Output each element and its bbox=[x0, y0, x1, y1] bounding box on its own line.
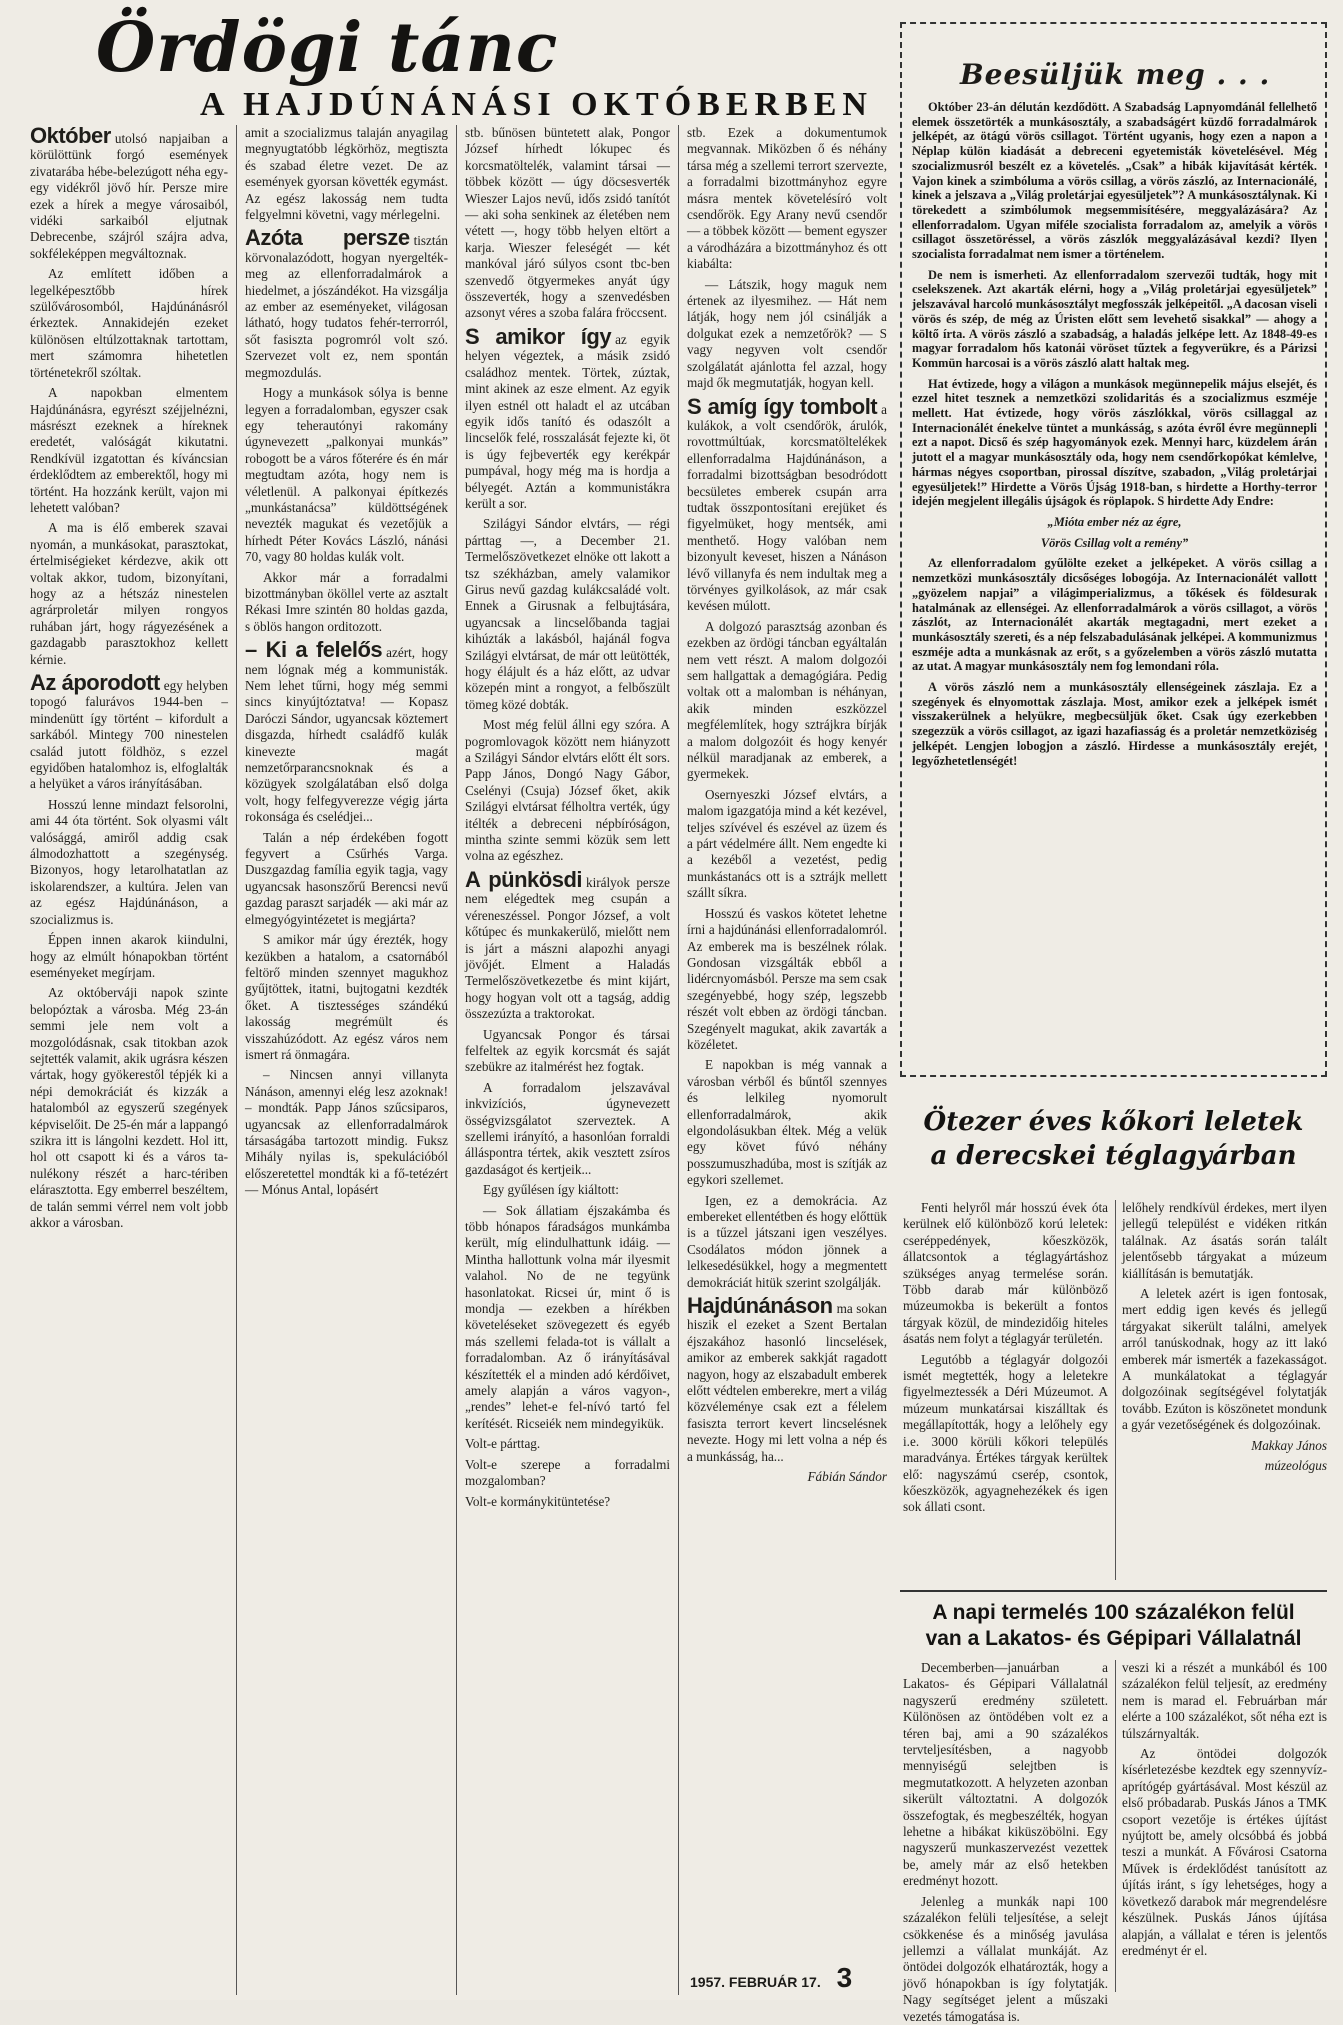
factory-headline-line-2: van a Lakatos- és Gépipari Vállalatnál bbox=[925, 1627, 1302, 1650]
finds-column-1 bbox=[903, 1200, 1108, 1580]
paragraph: egy helyben topogó falurávos 1944-ben – mindenütt így történt – kifordult a sarkából. Mintegy 700 ninestelen család jutott földhöz, s ezzel egyidőben hatalomhoz is, elfoglalták a helyüket a város irányításában. bbox=[30, 678, 228, 792]
paragraph: — Sok állatiam éjszakámba és több hónapos fáradságos munkámba került, míg elindulhattunk idáig. — Mintha hallottunk volna már ilyesmit valahol. No de ne tegyünk hasonlatokat. Ricsei úr, mint ő is mondja — ezekben a hírékben követeléseket szövegezett és egyéb más szellemi felada-tot is vállalt a forradalomban. Az ő irányításával készítették el a minden adó kérdőivet, amely alapján a város vagyon-, „rendes” lehet-e fel-nívó tartó fel kerítését. Ricseiék nem mindegyikük. bbox=[465, 1202, 670, 1431]
paragraph: – Nincsen annyi villanyta Nánáson, amennyi elég lesz azoknak! – mondták. Papp János szűcsiparos, ugyancsak az ellenforradalmárok társaságába tartozott mindig. Fuksz Mihály nyilas is, spekulációból előszeretettel mondták ki a fő-tetézért — Mónus Antal, lopásért bbox=[245, 1067, 448, 1198]
paragraph: királyok persze nem elégedtek meg csupán a véreneszéssel. Pongor József, a volt kőtúpec és munkakerülő, mielőtt nem is járt a mászni alapozhi anyagi jövőjét. Elment a Haladás Termelőszövetkezetbe és mint kijárt, hogy hogyan volt ott a tagság, addig összezúzta a traktorokat. bbox=[465, 874, 670, 1022]
paragraph: a kulákok, a volt csendőrök, árulók, rovottmúltúak, korcsmatöltelékek ellenforradalma Hajdúnánáson, a forradalmi bizottságban besodródott becsületes emberek csupán arra tudtak összpontosítani erejüket és figyelmüket, hogy mentsék, ami menthető. Hogy valóban nem bizonyult keveset, hiszen a Nánáson lévő villanyfa és nem indultak meg a törvényes gyilkolások, az már csak kevésen múlott. bbox=[687, 401, 887, 614]
finds-headline-line-1: Ötezer éves kőkori leletek bbox=[923, 1107, 1304, 1137]
factory-column-1 bbox=[903, 1660, 1108, 2024]
finds-column-2 bbox=[1122, 1200, 1327, 1580]
paragraph: Jelenleg a munkák napi 100 százalékon felüli teljesítése, a selejt csökkenése és a minőség javulása jellemzi a vállalat munkáját. Az öntödei dolgozók elhatározták, hogy a jövő hónapokban is így folytatják. Nagy segítséget jelent a műszaki vezetés támogatása is. bbox=[903, 1893, 1108, 2024]
factory-headline-line-1: A napi termelés 100 százalékon felül bbox=[932, 1601, 1295, 1624]
lead-word: S amíg így tombolt bbox=[687, 393, 878, 419]
paragraph: Hat évtizede, hogy a világon a munkások megünnepelik május elsejét, és ezzel hitet tesznek a nemzetközi szolidaritás és a szocializmus eszméje mellett. Hat évtizede, hogy vörös zászlókkal, vörös csillaggal az Internacionálét énekelve tüntet a munkásság, s azóta évről évre megünnepli ezt a napot. Dicső és szép hagyományok ezek. Mennyi harc, küzdelem árán jutott el a magyar munkásosztály oda, hogy nem csendőrkopókat kémlelve, hármas négyes csoportban, pirossal díszítve, szabadon, „Világ proletárjai egyesüljetek!” Hirdette a Vörös Újság 1918-ban, s hirdette a Horthy-terror idején megjelent illegális újságok és röplapok. S hirdette Ady Endre: bbox=[912, 376, 1317, 509]
page-number: 3 bbox=[836, 1962, 853, 1993]
paragraph: azért, hogy nem lógnak még a kommunisták. Nem lehet tűrni, hogy még semmi sincs kinyújtóztatva! — Kopasz Daróczi Sándor, ugyancsak köztemert disgazda, hírhedt családfő kulák kinevezte magát nemzetőrparancsnoknak és a közügyek szolgálatában első dolga volt, hogy felfegyverezze végig járta rokonsága és cselédjei... bbox=[245, 645, 448, 825]
paragraph: tisztán körvonalazódott, hogyan nyergelték-meg az ellenforradalmárok a hiedelmet, a jószándékot. Ha vizsgálja az ember az eseményeket, világosan látható, hogy tudatos fehér-terrorról, sőt fasiszta pogromról volt szó. Szervezet volt ez, nem spontán megmozdulás. bbox=[245, 233, 448, 380]
issue-date: 1957. FEBRUÁR 17. bbox=[690, 1974, 821, 1990]
paragraph: A vörös zászló nem a munkásosztály ellenségeinek zászlaja. Ez a szegények és elnyomottak zászlaja. Most, amikor ezek a jelképek ismét visszakerülnek a helyükre, megbecsüljük őket. Csak úgy ezerkebben szegezzük a vörös csillagot, az igazi hazafiasság és a proletár nemzetköziség jelképét. Lengjen lobogjon a zászló. Hirdesse a munkásosztály erejét, legyőzhetetlenségét! bbox=[912, 680, 1317, 768]
editorial-title: Beesüljük meg . . . bbox=[960, 58, 1271, 91]
lead-word: Azóta persze bbox=[245, 225, 410, 251]
author-title: múzeológus bbox=[1264, 1458, 1327, 1474]
article-column-3 bbox=[465, 125, 670, 1997]
paragraph: amit a szocializmus talaján anyagilag megnyugtatóbb légkörhöz, megtiszta és szabad életre vezet. De az események gyorsan követték egymást. Az egész lakosság nem tudta felgyelmni követni, vagy mérlegelni. bbox=[245, 125, 448, 223]
paragraph: veszi ki a részét a munkából és 100 százalékon felül teljesít, az eredmény nem is marad el. Februárban már elérte a 100 százalékot, sőt néha ezt is túlszárnyalták. bbox=[1122, 1660, 1327, 1741]
article-title: Ördögi tánc bbox=[96, 8, 559, 88]
poem-line: Vörös Csillag volt a remény” bbox=[1040, 535, 1189, 550]
paragraph: A ma is élő emberek szavai nyomán, a munkásokat, parasztokat, értelmiségieket kérdezve, akik ott voltak akkor, tudom, bizonyítani, hogy az a hétszáz ninestelen agrárproletár milyen rongyos ruhában járt, hogy rágyezésének a gazdagabb parasztokhoz kellett kérnie. bbox=[30, 520, 228, 667]
section-divider bbox=[900, 1590, 1327, 1592]
paragraph: utolsó napjaiban a körülöttünk forgó események zivatarába hébe-belezúgott néha egy-egy vidékről jövő hír. Persze mire ezek a hírek a megye városaiból, vidéki sarkaiból eljutnak Debrecenbe, szájról szájra adva, sokféleképpen megváltoznak. bbox=[30, 131, 228, 261]
lead-word: A pünkösdi bbox=[465, 866, 583, 892]
paragraph: A leletek azért is igen fontosak, mert eddig igen kevés és jellegű tárgyakat sikerült találni, amelyek arról tanúskodnak, hogy az itt lakó emberek már ismerték a fazekasságot. A munkálatokat a téglagyár dolgozóinak segítségével folytatják tovább. Ezúton is köszönetet mondunk a gyár vezetőségének és dolgozóinak. bbox=[1122, 1286, 1327, 1433]
question: Volt-e párttag. bbox=[465, 1436, 541, 1452]
paragraph: Fenti helyről már hosszú évek óta kerülnek elő különböző korú leletek: cseréppedények, kőeszközök, állatcsontok a téglagyártáshoz szükséges anyag termelése során. Több darab már különböző múzeumokba is bekerült a fontos tárgyak közül, de mindezidőig hiteles ásatás nem folyt a téglagyár területén. bbox=[903, 1200, 1108, 1347]
lead-word: S amikor így bbox=[465, 323, 612, 349]
column-rule bbox=[1115, 1660, 1116, 1992]
paragraph: Szilágyi Sándor elvtárs, — régi párttag —, a December 21. Termelőszövetkezet elnöke ott lakott a tsz székházban, amely valamikor Girus nevű gazdag kulákcsaládé volt. Ennek a Girusnak a felbujtására, ugyancsak a lincselőbanda tagjai kihúzták a lakásból, hajánál fogva Szilágyi elvtársat, de már ott leütötték, hogy élájult és a ház előtt, az udvar közepén mint a rongyot, a felbőszült tömeg közé dobták. bbox=[465, 516, 670, 712]
finds-headline bbox=[900, 1105, 1327, 1173]
lead-word: Hajdúnánáson bbox=[687, 1293, 833, 1319]
factory-headline bbox=[900, 1600, 1327, 1652]
editorial-text bbox=[912, 100, 1317, 1070]
paragraph: De nem is ismerheti. Az ellenforradalom szervezői tudták, hogy mit cselekszenek. Azt akarták elérni, hogy a „Világ proletárjai egyesüljetek” jelszavával harcoló munkásosztályt megfosszák jelképeitől. „A dacosan viseli vörös és szép, de még az Úristen előtt sem levehető sisakkal” — ahogy a költő írta. A vörös zászló a szabadság, a haladás jelképe lett. Az 1848-49-es magyar forradalom hős katonái vöröset tűztek a fegyverükre, és a Párizsi Kommün harcosai is a vörös zászló alatt haltak meg. bbox=[912, 267, 1317, 370]
page-footer bbox=[690, 1962, 890, 1994]
lead-word: Október bbox=[30, 123, 111, 148]
paragraph: Hosszú lenne mindazt felsorolni, ami 44 óta történt. Sok olyasmi vált valósággá, amiről addig csak álmodozhattott a szegénység. Bizonyos, hogy letarolhatatlan az iskolarendszer, a kultúra. Jelen van az egész Hajdúnánáson, a szocializmus is. bbox=[30, 796, 228, 927]
article-column-1 bbox=[30, 125, 228, 1997]
article-column-2 bbox=[245, 125, 448, 1997]
paragraph: Akkor már a forradalmi bizottmányban ököllel verte az asztalt Rékasi Imre szintén 80 holdas gazda, s öblös hangon orditozott. bbox=[245, 569, 448, 634]
factory-column-2 bbox=[1122, 1660, 1327, 1992]
paragraph: Egy gyűlésen így kiáltott: bbox=[483, 1182, 619, 1198]
paragraph: Most még felül állni egy szóra. A pogromlovagok között nem hiányzott a Szilágyi Sándor elvtárs előtt élt sors. Papp János, Dongó Nagy Gábor, Cselényi (Csuja) József őket, akik Szilágyi elvtársat félholtra verték, úgy itélték a debreceni népbíróságon, mintha szinte semmi közük sem lett volna az egészhez. bbox=[465, 717, 670, 864]
question: Volt-e kormánykitüntetése? bbox=[465, 1493, 611, 1509]
paragraph: ma sokan hiszik el ezeket a Szent Bertalan éjszakához hasonló lincselések, amikor az emberek sakkját ragadott nagyon, hogy az elszabadult emberek előtt védtelen emberekre, mert a világ közvéleménye csak ezt a félelem fasiszta terrort kevert lincselésnek nevezte. Hogy mi lett volna a nép és a munkásság, ha... bbox=[687, 1301, 887, 1464]
article-column-4 bbox=[687, 125, 887, 1955]
paragraph: Az októberváji napok szinte belopóztak a városba. Még 23-án semmi jele nem volt a mozgolódásnak, csak titokban azok sejtették valamit, akik ugrásra készen vártak, hogy gyökerestől tépjék ki a népi demokráciát és kizzák a hatalomból az egyszerű szegények képviselőit. De 25-én már a lappangó szikra itt is lángolni kezdett. Hol itt, hol ott csapott ki és a város ta-nulékony részét a harc-tériben elárasztotta. Egy emberrel beszéltem, de talán semmi vérrel nem volt jobb akkor a városban. bbox=[30, 985, 228, 1230]
paragraph: az egyik helyen végeztek, a másik zsidó családhoz mentek. Törtek, zúztak, mint akinek az esze elment. Az egyik ilyen estnél ott haladt el az utcában egyik idős tanító és odaszólt a lincselők felé, rosszalását fejezte ki, öt is úgy fejbeverték egy kerékpár pumpával, hogy még ma is hordja a bélyegét. Aztán a kommunistákra került a sor. bbox=[465, 331, 670, 511]
column-rule bbox=[1115, 1200, 1116, 1580]
article-subtitle: A HAJDÚNÁNÁSI OKTÓBERBEN bbox=[200, 86, 873, 123]
paragraph: Éppen innen akarok kiindulni, hogy az elmúlt hónapokban történt eseményeket megírjam. bbox=[30, 932, 228, 980]
paragraph: Osernyeszki József elvtárs, a malom igazgatója mind a két kezével, teljes szívével és eszével az üzem és a párt védelmére állt. Nem engedte ki a kezéből a vezetést, pedig munkástanács ott is a sztrájk mellett szállt síkra. bbox=[687, 786, 887, 901]
column-rule bbox=[456, 125, 457, 1995]
author-signature: Makkay János bbox=[1251, 1437, 1327, 1453]
paragraph: Hosszú és vaskos kötetet lehetne írni a hajdúnánási ellenforradalomról. Az emberek ma is beszélnek rólak. Gondosan vizsgálták ebből a lidércnyomásból. Persze ma sem csak szegényebbé, hogy szép, legszebb részét volt ebben az ördögi táncban. Szegényelt magukat, akik zavarták a közéletet. bbox=[687, 905, 887, 1052]
paragraph: — Látszik, hogy maguk nem értenek az ilyesmihez. — Hát nem látják, hogy nem jól csinálják a dolgukat ezek a nemzetőrök? — S vagy negyven volt csendőr szolgálatát ajánlotta fel azzal, hogy majd ők megmutatják, hogyan kell. bbox=[687, 276, 887, 391]
paragraph: stb. bűnösen büntetett alak, Pongor József hírhedt lókupec és korcsmatöltelék, valamint társai — többek között — úgy döcsesverték Wieszer Lajos nevű, idős zsidó tanítót — aki soha senkinek az életében nem vétett —, hogy több helyen eltört a karja. Wieszer feleségét — két mankóval járó súlyos csont tbc-ben szenvedő ötgyermekes anyát úgy összeverték, hogy a szenvedésben azsonyt véres a szoba falára fröccsent. bbox=[465, 125, 670, 321]
paragraph: Decemberben—januárban a Lakatos- és Gépipari Vállalatnál nagyszerű eredmény született. Különösen az öntödében volt ez a téren baj, ami a 90 százalékos tervteljesítésben, a nagyobb mennyiségű selejtben is megmutatkozott. A helyzeten azonban sikerült változtatni. A dolgozók összefogtak, és megbeszélték, hogyan lehetne a hibákat kiküszöbölni. Egy nagyszerű munkaszervezést vezettek be, amely már az első hetekben eredményt hozott. bbox=[903, 1660, 1108, 1889]
paragraph: Legutóbb a téglagyár dolgozói ismét megtették, hogy a leletekre figyelmeztessék a Déri Múzeumot. A múzeum munkatársai kiszálltak és megállapították, hogy a lelőhely egy i.e. 3000 körüli kőkori település maradványa. Értékes tárgyak kerültek elő: nagyszámú cserép, csontok, kőeszközök, agyagnehezékek és igen sok állati csont. bbox=[903, 1351, 1108, 1515]
paragraph: lelőhely rendkívül érdekes, mert ilyen jellegű települést e vidéken ritkán találnak. Az ásatás során talált jelentősebb tárgyakat a múzeum kiállításán is bemutatják. bbox=[1122, 1200, 1327, 1281]
question: Volt-e szerepe a forradalmi mozgalomban? bbox=[465, 1456, 670, 1489]
column-rule bbox=[236, 125, 237, 1995]
author-signature: Fábián Sándor bbox=[807, 1469, 887, 1485]
paragraph: E napokban is még vannak a városban vérből és bűntől szennyes és lelkileg nyomorult ellenforradalmárok, akik elgondolásukban éltek. Még a velük egy követ fúvó néhány posszumuszhadúba, most is szítják az egykori szellemet. bbox=[687, 1057, 887, 1188]
paragraph: Az ellenforradalom gyűlölte ezeket a jelképeket. A vörös csillag a nemzetközi munkásosztály dicsőséges lobogója. Az Internacionálét vallott „gyözelem napjai” a világimperializmus, a tőkések és földesurak hatalmának az ellenségei. Az ellenforradalmárok a vörös csillagot, a vörös zászlót, az Internacionálét akarták megtagadni, mert ezeket a munkásosztály szereti, és a nép felszabadulásának jelképei. A kommunizmus eszméje adta a munkásnak az erőt, s a győzelemben a vörös zászló mutatta az utat. A magyar munkásosztály nem fog lemondani róla. bbox=[912, 556, 1317, 674]
finds-headline-line-2: a derecskei téglagyárban bbox=[930, 1141, 1297, 1171]
paragraph: Az öntödei dolgozók kísérletezésbe kezdtek egy szennyvíz-aprítógép gyártásával. Most készül az első próbadarab. Puskás János a TMK csoport vezetője is értékes újítást nyújtott be, amely olcsóbbá és jobbá teszi a munkát. A Fővárosi Csatorna Művek is érdeklődést tanúsított az újítás iránt, s így lehetséges, hogy a következő darabok már megrendelésre készülnek. Puskás János újítása alapján, a vállalat e téren is jelentős eredményt ér el. bbox=[1122, 1746, 1327, 1958]
paragraph: Ugyancsak Pongor és társai felfeltek az egyik korcsmát és saját szebükre az italmérést hez fogtak. bbox=[465, 1026, 670, 1075]
lead-word: Az áporodott bbox=[30, 670, 160, 695]
poem-line: „Mióta ember néz az égre, bbox=[1047, 514, 1182, 529]
paragraph: A dolgozó parasztság azonban és ezekben az ördögi táncban egyáltalán nem vett részt. A malom dolgozói sem hallgattak a demagógiára. Pedig voltak ott a malomban is néhányan, akik minden eszközzel megfélemlítek, hogy sztrájkra bírják a malom dolgozóit és hogy kenyér nélkül maradjanak az emberek, a gyermekek. bbox=[687, 618, 887, 782]
lead-word: – Ki a felelős bbox=[245, 637, 383, 663]
paragraph: A napokban elmentem Hajdúnánásra, egyrészt széjjelnézni, másrészt ezeknek a híreknek eredetét, valóságát kikutatni. Rendkívül izgatottan és kíváncsian érdeklődtem az emberektől, hogy mi történt. Ha hozzánk került, vajon mi lehetett valóban? bbox=[30, 385, 228, 515]
column-rule bbox=[678, 125, 679, 1995]
paragraph: S amikor már úgy érezték, hogy kezükben a hatalom, a csatornából feltörő minden szennyet magukhoz gyűjtöttek, itatni, bujtogatni kezdték őket. A tisztességes szándékú lakosság megrémült és visszahúzódott. Az egész város nem ismert rá önmagára. bbox=[245, 932, 448, 1062]
paragraph: Talán a nép érdekében fogott fegyvert a Csűrhés Varga. Duszgazdag família egyik tagja, vagy ugyancsak hasonszőrű Berencsi nevű gazdag paraszt sarjadék — aki már az elmegyógyintézetet is megjárta? bbox=[245, 829, 448, 927]
paragraph: Igen, ez a demokrácia. Az embereket ellentétben és hogy előttük is a tűzzel játszani igen veszélyes. Csodálatos módon jönnek a lelkesedésükkel, hogy a megmentett demokráciát hitük szerint szolgálják. bbox=[687, 1192, 887, 1290]
paragraph: Az említett időben a legelképesztőbb hírek szülővárosomból, Hajdúnánásról érkeztek. Annakidején ezeket különösen eltúlzottaknak tartottam, mert számomra hihetetlen történetekről szóltak. bbox=[30, 266, 228, 380]
paragraph: Hogy a munkások sólya is benne legyen a forradalomban, egyszer csak egy teherautónyi rakomány úgynevezett „palkonyai munkás” robogott be a város főterére és én már megtudtam azóta, hogy nem is véletlenül. A palkonyai építkezés „munkástanácsa” küldöttségének nevezték magukat és vezetőjük a hírhedt Péter Kovács László, nánási 70, vagy 80 holdas kulák volt. bbox=[245, 385, 448, 565]
paragraph: A forradalom jelszavával inkvizíciós, úgynevezett össégvizsgálatot szerveztek. A szellemi irányító, a hasonlóan forraldi álláspontra tértek, akik vesztett zsíros gazdaságot és kertjeik... bbox=[465, 1079, 670, 1177]
paragraph: stb. Ezek a dokumentumok megvannak. Miközben ő és néhány társa még a szellemi terrort szervezte, a forradalmi bizottmányhoz egyre másra mentek követelésíró volt csendőrök. Egy Arany nevű csendőr — a többek között — bement egyszer a várodházára a bizottmányhoz és ott kiabálta: bbox=[687, 125, 887, 272]
paragraph: Október 23-án délután kezdődött. A Szabadság Lapnyomdánál fellelhető elemek összetörték a munkásosztály, a szabadságért küzdő forradalmárok jelképét, az ötágú vörös csillagot. Történt ugyanis, hogy ezen a napon a Néplap külön kiadását a debreceni egyetemisták követelésével. Még szocializmusról beszélt ez a követelés. „Csak” a hibák kijavítását kérték. Vajon kinek a szimbóluma a vörös csillag, a vörös zászló, az Internacionálé, kinek a jelszava a „Világ proletárjai egyesüljetek”? A munkásosztálynak. Ki törekedett a szimbólumok megsemmisítésére, meggyalázására? Az ellenforradalom. Ugyan miféle szocialista forradalom az, amelyik a vörös csillagot összetöréssel, a vörös zászlók meggyalázásával kezdi? Ilyen szocialista forradalmat nem ismer a történelem. bbox=[912, 100, 1317, 262]
